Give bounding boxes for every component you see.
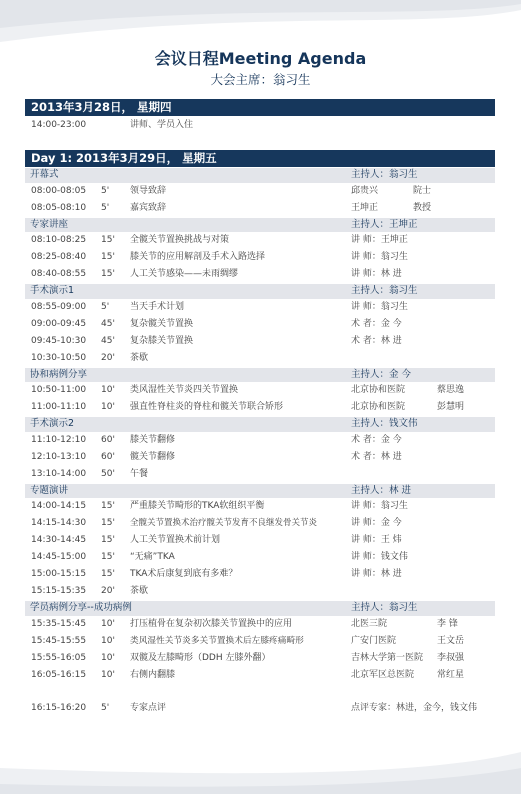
section-header-pumch-cases: [25, 368, 495, 383]
row-duration: 15': [101, 252, 115, 262]
row-speaker-title: 院士: [413, 185, 432, 196]
row-speaker: 讲 师：王坤正: [351, 235, 408, 245]
row-speaker: 讲 师：林 进: [351, 569, 402, 579]
agenda-row: [25, 650, 495, 667]
row-time: 15:00-15:15: [31, 569, 87, 579]
row-topic: 双髋及左膝畸形（DDH 左膝外翻）: [130, 652, 271, 663]
row-time: 10:50-11:00: [31, 385, 87, 395]
row-topic: TKA术后康复到底有多难？: [130, 569, 238, 579]
row-time: 14:00-23:00: [31, 120, 87, 130]
row-speaker: 术 者：金 今: [351, 318, 402, 329]
row-duration: 20': [101, 586, 115, 596]
agenda-row: [25, 382, 495, 399]
section-header-demo1: [25, 284, 495, 299]
row-topic: 人工关节置换术前计划: [130, 535, 221, 545]
agenda-row: [25, 232, 495, 249]
row-duration: 15': [101, 269, 115, 279]
row-duration: 10': [101, 652, 115, 663]
row-topic: 类风湿性关节炎多关节置换术后左膝疼痛畸形: [130, 635, 304, 646]
row-speaker: 术 者：金 今: [351, 434, 402, 445]
row-duration: 15': [101, 235, 115, 245]
row-topic: 膝关节翻修: [130, 434, 176, 445]
section-host: 主持人：金 今: [351, 368, 412, 380]
row-institution: 吉林大学第一医院: [351, 652, 424, 663]
row-topic: 讲师、学员入住: [130, 120, 194, 130]
agenda-row: [25, 432, 495, 449]
section-host: 主持人：翁习生: [351, 285, 418, 296]
row-speaker: 讲 师：翁习生: [351, 301, 408, 312]
section-title: 手术演示2: [30, 418, 75, 429]
row-time: 13:10-14:00: [31, 468, 87, 479]
agenda-row: [25, 515, 495, 532]
row-time: 08:05-08:10: [31, 202, 87, 213]
section-title: 手术演示1: [30, 285, 75, 296]
agenda-row: [25, 399, 495, 416]
row-duration: 5': [101, 202, 110, 213]
row-topic: 髋关节翻修: [130, 451, 176, 462]
row-presenter: 彭慧明: [437, 402, 465, 412]
agenda-row: [25, 566, 495, 583]
row-topic: 复杂膝关节置换: [130, 335, 194, 346]
section-title: 专家讲座: [30, 218, 69, 230]
row-presenter: 李 锋: [437, 618, 458, 629]
row-duration: 15': [101, 552, 115, 562]
row-institution: 广安门医院: [351, 635, 397, 646]
row-time: 08:25-08:40: [31, 252, 87, 262]
row-duration: 5': [101, 185, 110, 196]
section-host: 主持人：林 进: [351, 484, 412, 496]
row-time: 15:45-15:55: [31, 635, 87, 646]
day-bar-march-28: 2013年3月28日， 星期四: [25, 99, 495, 116]
row-time: 10:30-10:50: [31, 352, 87, 363]
row-topic: 强直性脊柱炎的脊柱和髋关节联合矫形: [130, 402, 284, 412]
agenda-row: [25, 532, 495, 549]
row-duration: 60': [101, 451, 115, 462]
row-time: 15:55-16:05: [31, 652, 87, 663]
row-institution: 北京协和医院: [351, 385, 406, 395]
row-duration: 10': [101, 635, 115, 646]
row-time: 15:35-15:45: [31, 618, 87, 629]
row-time: 12:10-13:10: [31, 451, 87, 462]
row-speaker: 讲 师：金 今: [351, 518, 402, 528]
day-bar-day1: Day 1: 2013年3月29日， 星期五: [25, 150, 495, 167]
row-time: 15:15-15:35: [31, 586, 87, 596]
row-topic: 右侧内翻膝: [130, 669, 176, 680]
agenda-row-expert-review: [25, 700, 495, 717]
agenda-row: [25, 498, 495, 515]
section-header-demo2: [25, 417, 495, 432]
row-topic: 全髋关节置换挑战与对策: [130, 235, 230, 245]
row-duration: 50': [101, 468, 115, 479]
row-duration: 5': [101, 301, 110, 312]
section-header-opening: [25, 168, 495, 183]
row-time: 16:15-16:20: [31, 702, 87, 713]
row-speaker: 讲 师：翁习生: [351, 252, 408, 262]
agenda-row: [25, 466, 495, 483]
row-time: 09:45-10:30: [31, 335, 87, 346]
row-duration: 10': [101, 669, 115, 680]
agenda-row: [25, 449, 495, 466]
row-duration: 10': [101, 618, 115, 629]
top-decorative-swoosh: [0, 0, 521, 50]
section-title: 专题演讲: [30, 484, 69, 496]
row-topic: 膝关节的应用解剖及手术入路选择: [130, 252, 266, 262]
row-topic: 类风湿性关节炎四关节置换: [130, 385, 239, 395]
row-time: 14:30-14:45: [31, 535, 87, 545]
section-host: 主持人：翁习生: [351, 602, 418, 613]
agenda-row: [25, 333, 495, 350]
section-title: 学员病例分享--成功病例: [30, 602, 132, 613]
agenda-row: [25, 117, 495, 134]
agenda-row: [25, 350, 495, 367]
row-time: 08:00-08:05: [31, 185, 87, 196]
agenda-row: [25, 583, 495, 600]
row-topic: 茶歇: [130, 586, 149, 596]
row-duration: 15': [101, 535, 115, 545]
row-presenter: 蔡思逸: [437, 385, 465, 395]
row-speaker: 术 者：林 进: [351, 451, 402, 462]
row-speaker: 讲 师：钱文伟: [351, 552, 408, 562]
row-speaker: 邱贵兴: [351, 185, 379, 196]
row-duration: 45': [101, 318, 115, 329]
row-duration: 15': [101, 569, 115, 579]
agenda-row: [25, 667, 495, 684]
agenda-row: [25, 249, 495, 266]
agenda-row: [25, 549, 495, 566]
row-institution: 北京军区总医院: [351, 669, 415, 680]
section-host: 主持人：钱文伟: [351, 418, 418, 429]
row-time: 11:10-12:10: [31, 434, 87, 445]
row-speaker: 王坤正: [351, 202, 379, 213]
row-topic: 打压植骨在复杂初次膝关节置换中的应用: [130, 618, 293, 629]
row-time: 08:10-08:25: [31, 235, 87, 245]
agenda: [25, 99, 495, 717]
row-topic: 嘉宾致辞: [130, 202, 167, 213]
row-duration: 15': [101, 518, 115, 528]
bottom-decorative-swoosh: [0, 734, 521, 794]
section-host: 主持人：王坤正: [351, 218, 418, 230]
row-speaker: 讲 师：林 进: [351, 269, 402, 279]
section-header-student-cases: [25, 601, 495, 616]
row-institution: 北京协和医院: [351, 402, 406, 412]
row-duration: 15': [101, 501, 115, 511]
row-speaker: 点评专家：林进，金今，钱文伟: [351, 702, 478, 713]
section-host: 主持人：翁习生: [351, 169, 418, 180]
agenda-row: [25, 633, 495, 650]
agenda-row: [25, 316, 495, 333]
row-duration: 10': [101, 385, 115, 395]
row-institution: 北医三院: [351, 618, 388, 629]
row-topic: 人工关节感染——未雨绸缪: [130, 269, 239, 279]
section-header-lectures: [25, 484, 495, 499]
row-topic: 当天手术计划: [130, 301, 185, 312]
row-time: 14:45-15:00: [31, 552, 87, 562]
row-topic: 复杂髋关节置换: [130, 318, 194, 329]
row-duration: 60': [101, 434, 115, 445]
row-time: 11:00-11:10: [31, 402, 87, 412]
row-duration: 5': [101, 702, 110, 713]
row-duration: 20': [101, 352, 115, 363]
row-speaker: 讲 师：王 炜: [351, 535, 402, 545]
row-topic: 茶歇: [130, 352, 149, 363]
row-time: 14:00-14:15: [31, 501, 87, 511]
page-subtitle: 大会主席：翁习生: [210, 72, 311, 87]
row-topic: 午餐: [130, 468, 149, 479]
row-speaker: 术 者：林 进: [351, 335, 402, 346]
section-header-expert: [25, 218, 495, 233]
row-duration: 45': [101, 335, 115, 346]
row-time: 08:40-08:55: [31, 269, 87, 279]
row-time: 08:55-09:00: [31, 301, 87, 312]
row-presenter: 李叔强: [437, 652, 465, 663]
row-speaker: 讲 师：翁习生: [351, 501, 408, 511]
row-duration: 10': [101, 402, 115, 412]
row-time: 16:05-16:15: [31, 669, 87, 680]
agenda-row: [25, 299, 495, 316]
row-presenter: 常红星: [437, 669, 465, 680]
row-topic: “无痛”TKA: [130, 552, 175, 562]
row-topic: 全髋关节置换术治疗髋关节发育不良继发骨关节炎: [130, 518, 318, 528]
agenda-row: [25, 200, 495, 217]
row-time: 09:00-09:45: [31, 318, 87, 329]
agenda-row: [25, 183, 495, 200]
row-topic: 领导致辞: [130, 185, 167, 196]
page-title: 会议日程Meeting Agenda: [154, 49, 367, 68]
row-topic: 专家点评: [130, 702, 167, 713]
agenda-row: [25, 616, 495, 633]
row-presenter: 王文岳: [437, 635, 465, 646]
row-topic: 严重膝关节畸形的TKA软组织平衡: [130, 501, 265, 511]
row-speaker-title: 教授: [413, 202, 432, 213]
section-title: 协和病例分享: [30, 368, 88, 380]
row-time: 14:15-14:30: [31, 518, 87, 528]
section-title: 开幕式: [30, 169, 59, 180]
agenda-row: [25, 266, 495, 283]
